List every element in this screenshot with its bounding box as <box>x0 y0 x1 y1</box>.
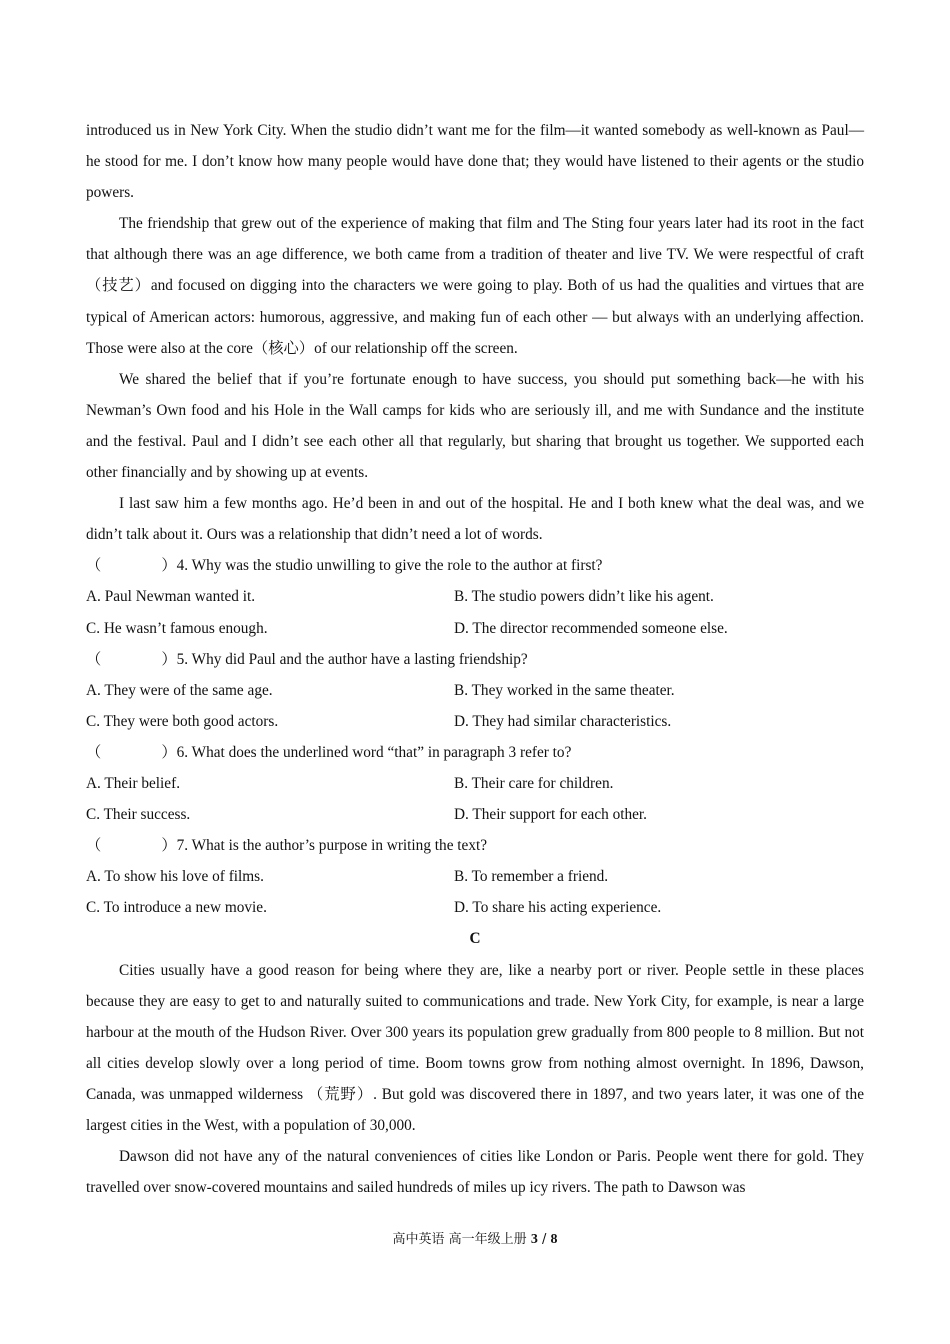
question-5 <box>86 644 864 737</box>
option-b: B. Their care for children. <box>454 774 614 792</box>
answer-blank[interactable] <box>101 737 161 768</box>
answer-bracket-close: ） <box>161 557 177 575</box>
page-separator: / <box>537 1232 551 1247</box>
option-a: A. Their belief. <box>86 774 181 792</box>
question-stem <box>86 550 864 581</box>
passage-b-paragraph-3: We shared the belief that if you’re fortunate enough to have success, you should put something back—he with his Newman’s Own food and his Hole in the Wall camps for kids who are seriously ill, and me with Sundance and the institute and the festival. Paul and I didn’t see each other all that regularly, but sharing that brought us together. We supported each other financially and by showing up at events. <box>86 370 864 482</box>
options <box>86 675 864 737</box>
answer-blank[interactable] <box>101 550 161 581</box>
question-4 <box>86 550 864 643</box>
passage-c-paragraph-2: Dawson did not have any of the natural conveniences of cities like London or Paris. People went there for gold. They travelled over snow-covered mountains and sailed hundreds of miles up icy rivers. The path to Dawson was <box>86 1148 864 1197</box>
option-c: C. He wasn’t famous enough. <box>86 619 268 637</box>
answer-bracket-close: ） <box>161 743 177 761</box>
answer-bracket-open: （ <box>86 650 102 668</box>
option-c: C. They were both good actors. <box>86 712 279 730</box>
document-page <box>86 115 864 1203</box>
question-stem <box>86 644 864 675</box>
options <box>86 768 864 830</box>
option-d: D. To share his acting experience. <box>454 899 662 917</box>
passage-b-paragraph-1: introduced us in New York City. When the studio didn’t want me for the film—it wanted somebody as well-known as Paul—he stood for me. I don’t know how many people would have done that; they would have listened to their agents or the studio powers. <box>86 122 864 202</box>
passage-b-paragraph-2: The friendship that grew out of the experience of making that film and The Sting four years later had its root in the fact that although there was an age difference, we both came from a tradition of theater and live TV. We were respectful of craft（技艺）and focused on digging into the characters we were going to play. Both of us had the qualities and virtues that are typical of American actors: humorous, aggressive, and making fun of each other — but always with an underlying affection. Those were also at the core（核心）of our relationship off the screen. <box>86 215 864 357</box>
option-d: D. The director recommended someone else. <box>454 619 728 637</box>
option-b: B. To remember a friend. <box>454 868 609 886</box>
option-c: C. To introduce a new movie. <box>86 899 267 917</box>
question-text: 7. What is the author’s purpose in writing the text? <box>176 837 488 855</box>
answer-bracket-open: （ <box>86 743 102 761</box>
option-a: A. To show his love of films. <box>86 868 264 886</box>
question-text: 4. Why was the studio unwilling to give the role to the author at first? <box>176 557 603 575</box>
question-stem <box>86 737 864 768</box>
page-total: 8 <box>550 1232 558 1247</box>
question-text: 5. Why did Paul and the author have a lasting friendship? <box>176 650 528 668</box>
option-d: D. They had similar characteristics. <box>454 712 672 730</box>
answer-bracket-close: ） <box>161 650 177 668</box>
answer-blank[interactable] <box>101 644 161 675</box>
option-d: D. Their support for each other. <box>454 806 647 824</box>
section-title: C <box>469 930 481 948</box>
options <box>86 861 864 923</box>
answer-blank[interactable] <box>101 830 161 861</box>
option-c: C. Their success. <box>86 806 191 824</box>
page-number: 3 <box>530 1232 538 1247</box>
question-7 <box>86 830 864 923</box>
answer-bracket-close: ） <box>161 837 177 855</box>
footer-label: 高中英语 高一年级上册 <box>392 1232 527 1247</box>
options <box>86 581 864 643</box>
option-b: B. They worked in the same theater. <box>454 681 675 699</box>
option-a: A. Paul Newman wanted it. <box>86 588 256 606</box>
page-footer <box>0 1228 950 1248</box>
answer-bracket-open: （ <box>86 557 102 575</box>
question-6 <box>86 737 864 830</box>
option-b: B. The studio powers didn’t like his agent. <box>454 588 714 606</box>
option-a: A. They were of the same age. <box>86 681 273 699</box>
passage-c-paragraph-1: Cities usually have a good reason for being where they are, like a nearby port or river. People settle in these places because they are easy to get to and naturally suited to communications and trade. New York City, for example, is near a large harbour at the mouth of the Hudson River. Over 300 years its population grew gradually from 800 people to 8 million. But not all cities develop slowly over a long period of time. Boom towns grow from nothing almost overnight. In 1896, Dawson, Canada, was unmapped wilderness （荒野）. But gold was discovered there in 1897, and two years later, it was one of the largest cities in the West, with a population of 30,000. <box>86 961 864 1134</box>
passage-b-paragraph-4: I last saw him a few months ago. He’d been in and out of the hospital. He and I both knew what the deal was, and we didn’t talk about it. Ours was a relationship that didn’t need a lot of words. <box>86 495 864 544</box>
question-stem <box>86 830 864 861</box>
question-text: 6. What does the underlined word “that” in paragraph 3 refer to? <box>176 743 572 761</box>
answer-bracket-open: （ <box>86 837 102 855</box>
